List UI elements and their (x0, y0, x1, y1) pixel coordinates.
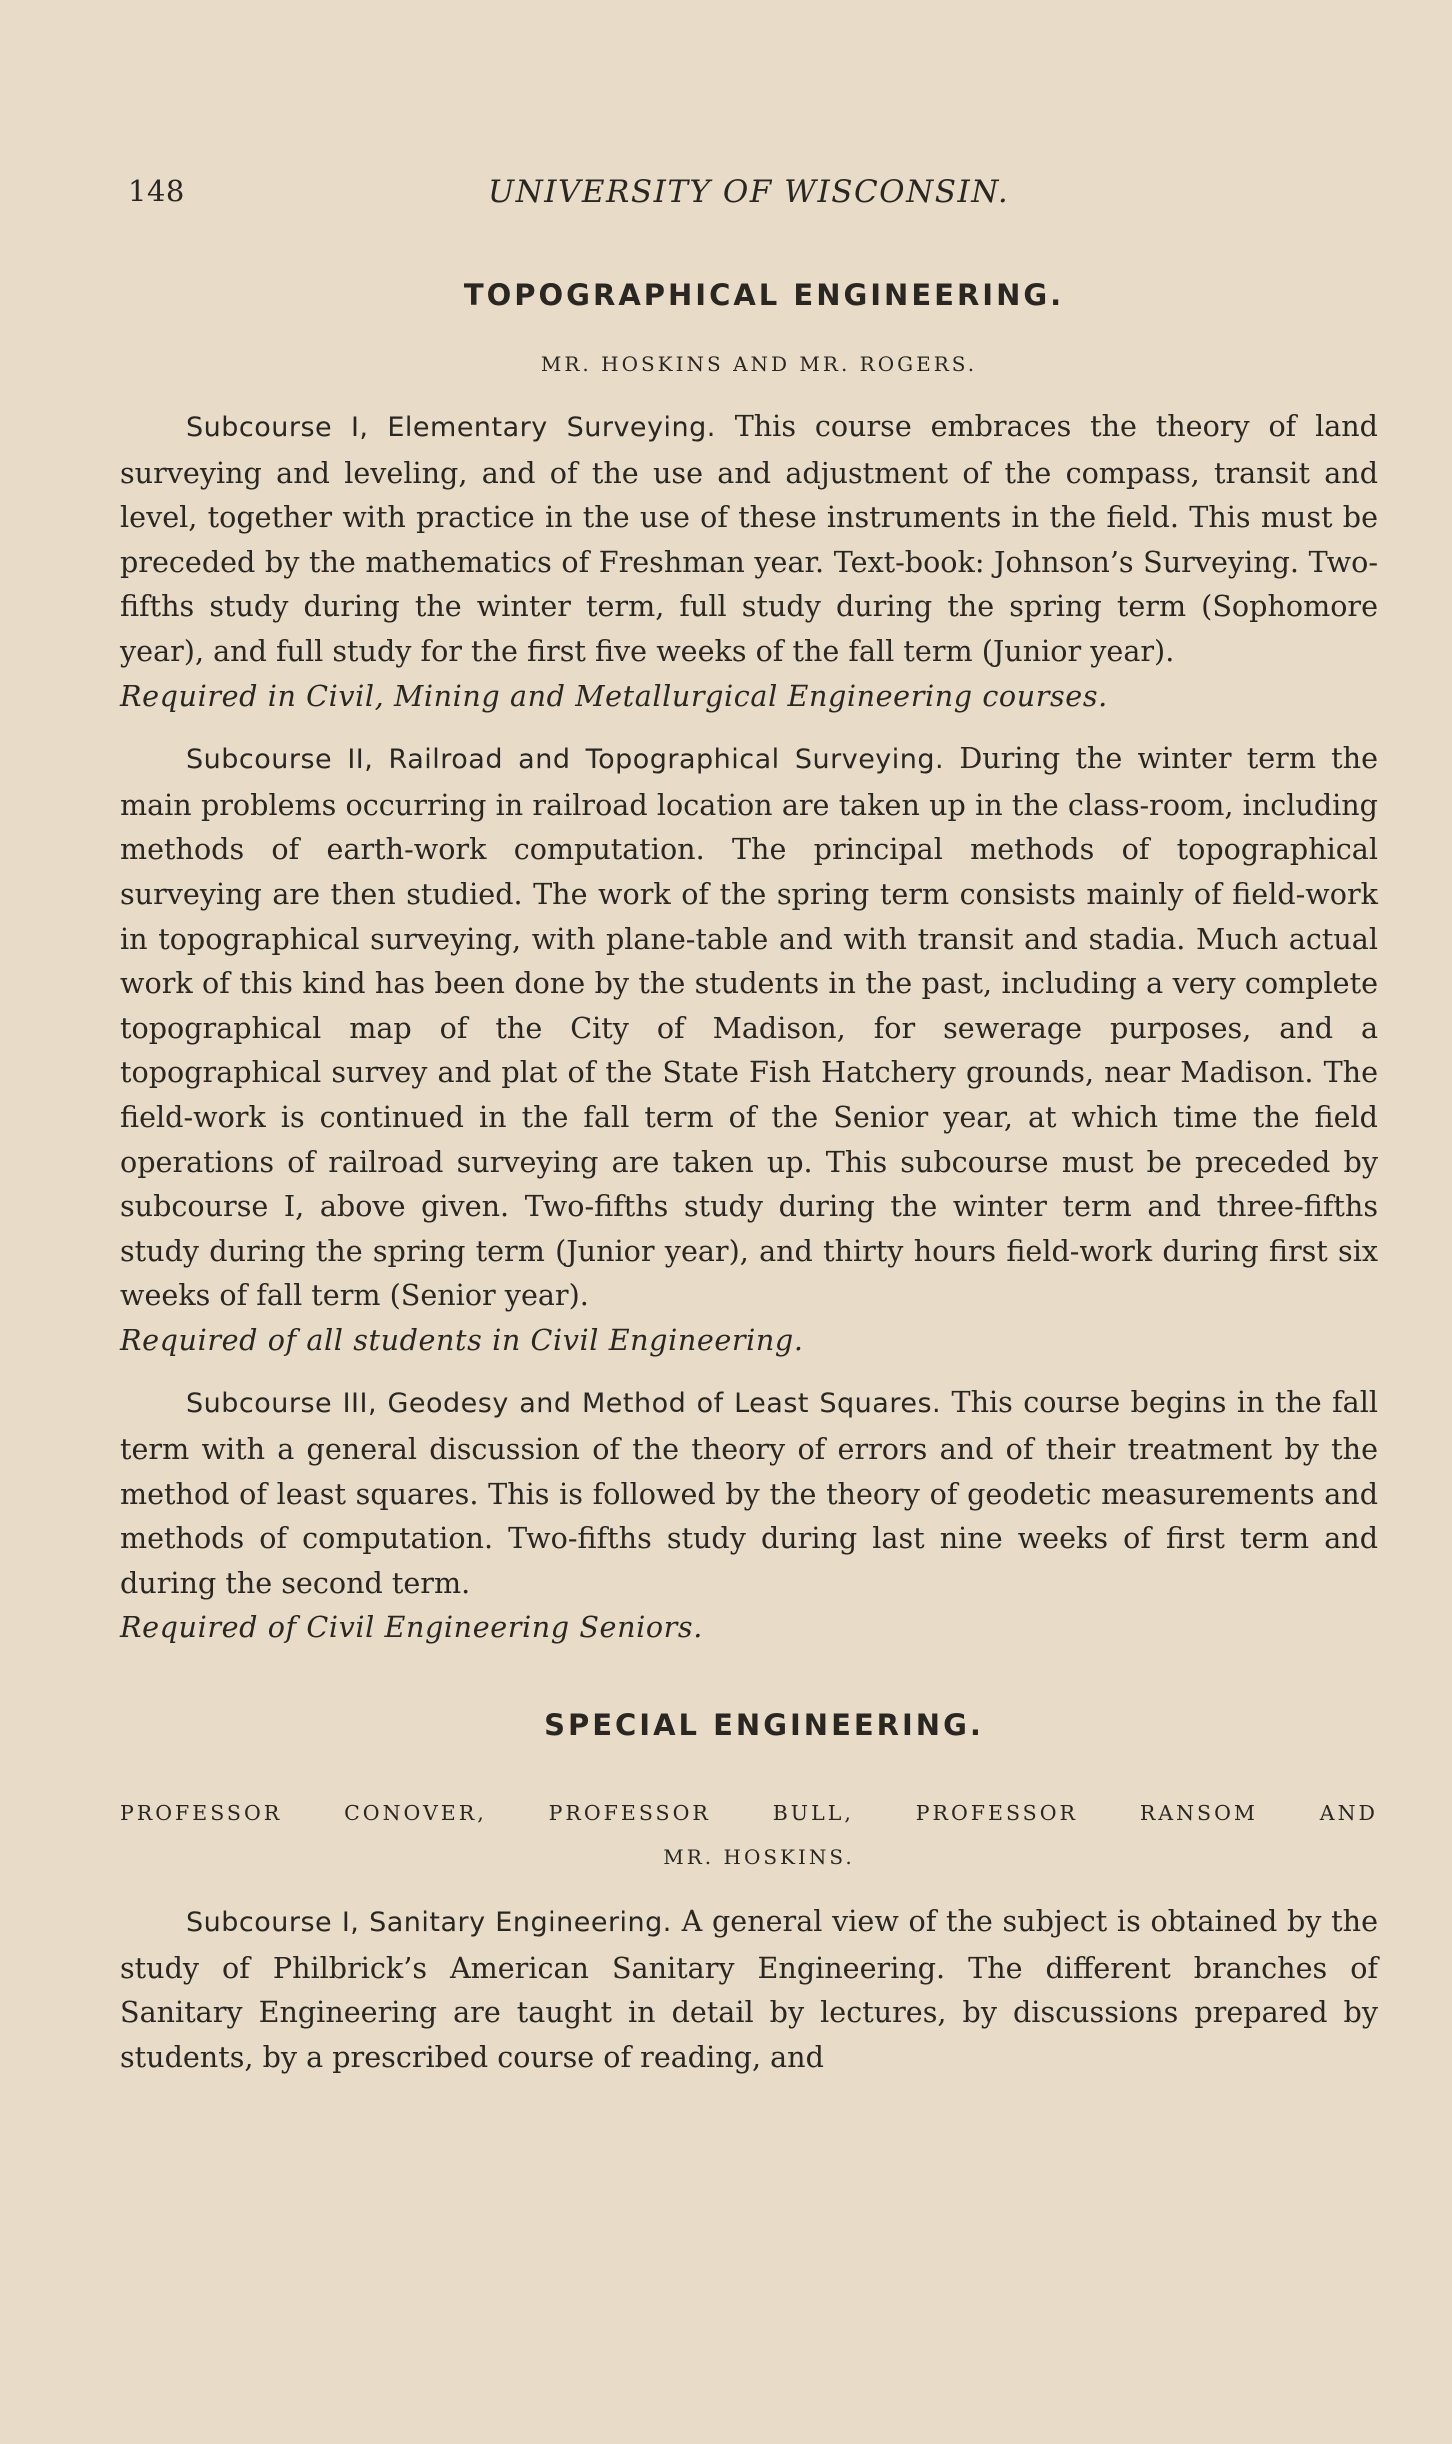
requirement-note: Required of all students in Civil Engineering. (120, 1322, 804, 1357)
running-head (120, 170, 1378, 218)
instructors-special-line1: PROFESSOR CONOVER, PROFESSOR BULL, PROFESSOR RANSOM AND (120, 1801, 1378, 1826)
subcourse-body: A general view of the subject is obtained by the study of Philbrick’s American Sanitary Engineering. The different branches of Sanitary Engineering are taught in detail by lectures, by discussions prepared by students, by a prescribed course of reading, and (120, 1904, 1378, 2074)
page-content (120, 170, 1378, 2079)
subcourse-paragraph (120, 404, 1378, 674)
subcourse-paragraph (120, 1899, 1378, 2079)
section-title-topographical: TOPOGRAPHICAL ENGINEERING. (463, 278, 1065, 312)
requirement-note: Required in Civil, Mining and Metallurgical Engineering courses. (120, 678, 1108, 713)
instructors-special-line2: MR. HOSKINS. (663, 1845, 855, 1870)
subcourse-body: During the winter term the main problems occurring in railroad location are taken up in the class-room, including methods of earth-work computation. The principal methods of topographical surveying are then studied. The work of the spring term consists mainly of field-work in topographical surveying, with plane-table and with transit and stadia. Much actual work of this kind has been done by the students in the past, including a very complete topographical map of the City of Madison, for sewerage purposes, and a topographical survey and plat of the State Fish Hatchery grounds, near Madison. The field-work is continued in the fall term of the Senior year, at which time the field operations of railroad surveying are taken up. This subcourse must be preceded by subcourse I, above given. Two-fifths study during the winter term and three-fifths study during the spring term (Junior year), and thirty hours field-work during first six weeks of fall term (Senior year). (120, 741, 1378, 1313)
instructors-topographical: MR. HOSKINS AND MR. ROGERS. (540, 352, 978, 376)
subcourse-paragraph (120, 1380, 1378, 1605)
subcourse-heading: Subcourse III, Geodesy and Method of Least Squares. (186, 1388, 942, 1420)
subcourse-paragraph (120, 736, 1378, 1318)
subcourse-body: This course begins in the fall term with a general discussion of the theory of errors and of their treatment by the method of least squares. This is followed by the theory of geodetic measurements and methods of computation. Two-fifths study during last nine weeks of first term and during the second term. (120, 1385, 1378, 1600)
subcourse-heading: Subcourse II, Railroad and Topographical Surveying. (186, 744, 945, 776)
running-title: UNIVERSITY OF WISCONSIN. (488, 174, 1010, 210)
page-number: 148 (128, 174, 185, 208)
subcourse-heading: Subcourse I, Sanitary Engineering. (186, 1907, 672, 1939)
subcourse-heading: Subcourse I, Elementary Surveying. (186, 412, 716, 443)
requirement-note: Required of Civil Engineering Seniors. (120, 1610, 703, 1645)
subcourse-body: This course embraces the theory of land surveying and leveling, and of the use and adjustment of the compass, transit and level, together with practice in the use of these instruments in the field. This must be preceded by the mathematics of Freshman year. Text-book: Johnson’s Surveying. Two-fifths study during the winter term, full study during the spring term (Sophomore year), and full study for the first five weeks of the fall term (Junior year). (120, 409, 1378, 668)
section-title-special: SPECIAL ENGINEERING. (544, 1708, 984, 1743)
